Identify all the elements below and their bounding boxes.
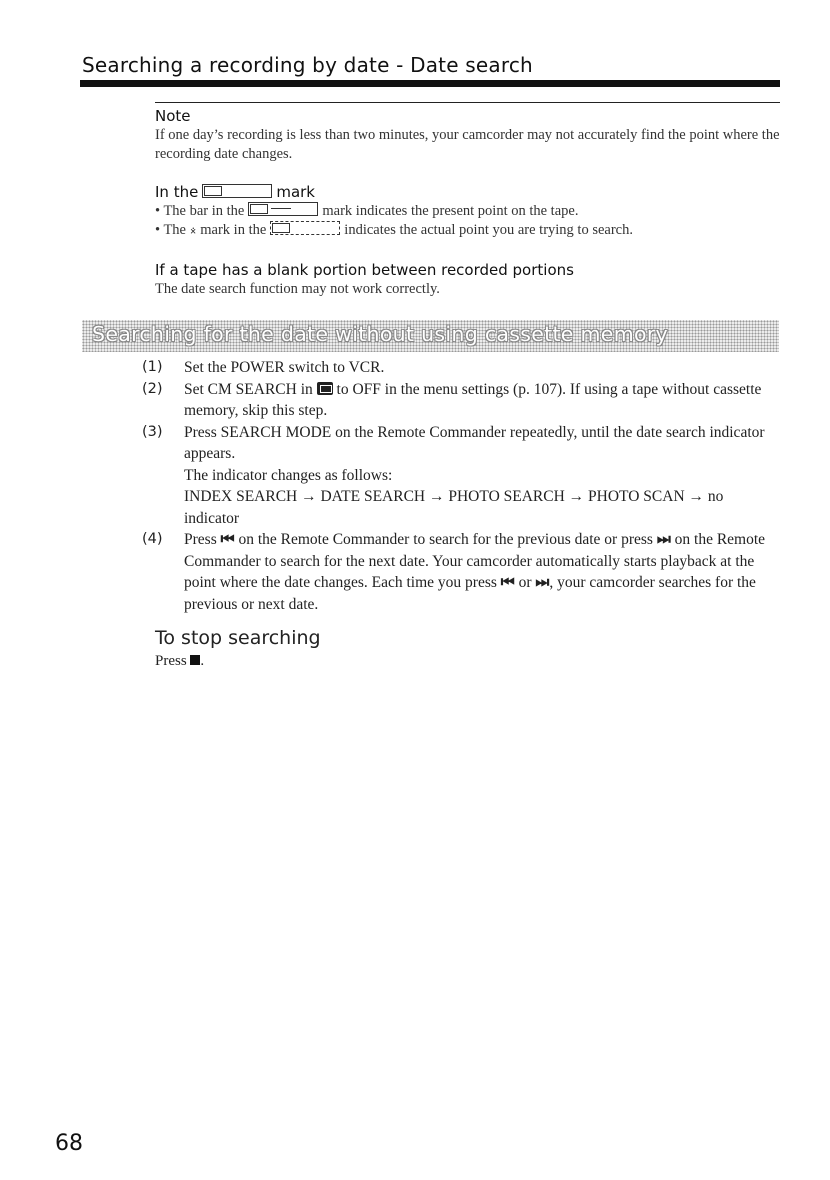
step-text-e: , your camcorder searches for the previous or next date. [184,574,756,613]
step-1 [142,357,782,379]
step-number: (2) [142,380,163,397]
step-text-line2: The indicator changes as follows: [184,466,393,484]
steps-list [142,357,782,615]
mark-heading-prefix: In the [155,183,199,201]
cassette-memory-menu-icon [317,382,333,395]
stop-heading: To stop searching [155,627,321,649]
tape-indicator-dashed-icon [270,221,340,235]
mark-bullet-2 [155,221,780,240]
bullet2-c: indicates the actual point you are trying to search. [344,222,633,238]
note-divider [155,102,780,103]
note-block [155,106,780,164]
bullet1-suffix: mark indicates the present point on the tape. [322,203,579,219]
step-text-d: or [518,574,532,591]
previous-date-icon: ⏮ [220,530,235,548]
bullet1-prefix: • The bar in the [155,203,245,219]
stop-text-suffix: . [200,653,205,669]
tape-indicator-bar-icon [248,202,318,216]
step-text-b: on the Remote Commander to search for the previous date or press [238,531,653,548]
step-text-line3: INDEX SEARCH → DATE SEARCH → PHOTO SEARCH → PHOTO SCAN → no indicator [184,488,724,527]
search-point-marker-icon: ⨰ [189,223,197,237]
bullet2-b: mark in the [200,222,267,238]
page-title: Searching a recording by date - Date search [82,53,533,77]
tape-indicator-icon [202,184,272,198]
mark-block [155,182,780,240]
blank-block [155,260,780,299]
stop-text-prefix: Press [155,653,187,669]
step-text-a: Press [184,531,217,548]
note-text: If one day’s recording is less than two minutes, your camcorder may not accurately find the point where the recording date changes. [155,127,780,162]
blank-text: The date search function may not work correctly. [155,281,440,297]
next-date-icon: ⏭ [656,530,671,548]
step-number: (4) [142,531,163,547]
mark-bullet-1 [155,202,780,221]
bullet2-a: • The [155,222,186,238]
title-rule [80,80,780,87]
step-text-b: to OFF in the menu settings (p. 107). If using a tape without cassette memory, skip this step. [184,380,762,419]
previous-date-icon: ⏮ [500,573,515,591]
next-date-icon: ⏭ [535,573,550,591]
step-text-a: Set CM SEARCH in [184,380,313,398]
blank-heading: If a tape has a blank portion between recorded portions [155,261,574,279]
step-text: Set the POWER switch to VCR. [184,359,385,376]
step-4 [142,529,782,615]
step-number: (1) [142,359,163,375]
note-heading: Note [155,107,191,125]
mark-heading-suffix: mark [276,183,315,201]
step-text: Press SEARCH MODE on the Remote Commander repeatedly, until the date search indicator appears. [184,423,765,462]
step-text-c: on the Remote Commander to search for the next date. Your camcorder automatically starts playback at the point where the date changes. Each time you press [184,531,766,591]
step-2 [142,379,782,422]
stop-icon [190,655,200,665]
section-heading: Searching for the date without using cassette memory [92,322,668,346]
mark-heading [155,182,780,202]
mark-bullets [155,202,780,240]
page-number: 68 [55,1131,83,1156]
step-number: (3) [142,423,163,440]
stop-text [155,653,204,670]
step-3 [142,422,782,530]
